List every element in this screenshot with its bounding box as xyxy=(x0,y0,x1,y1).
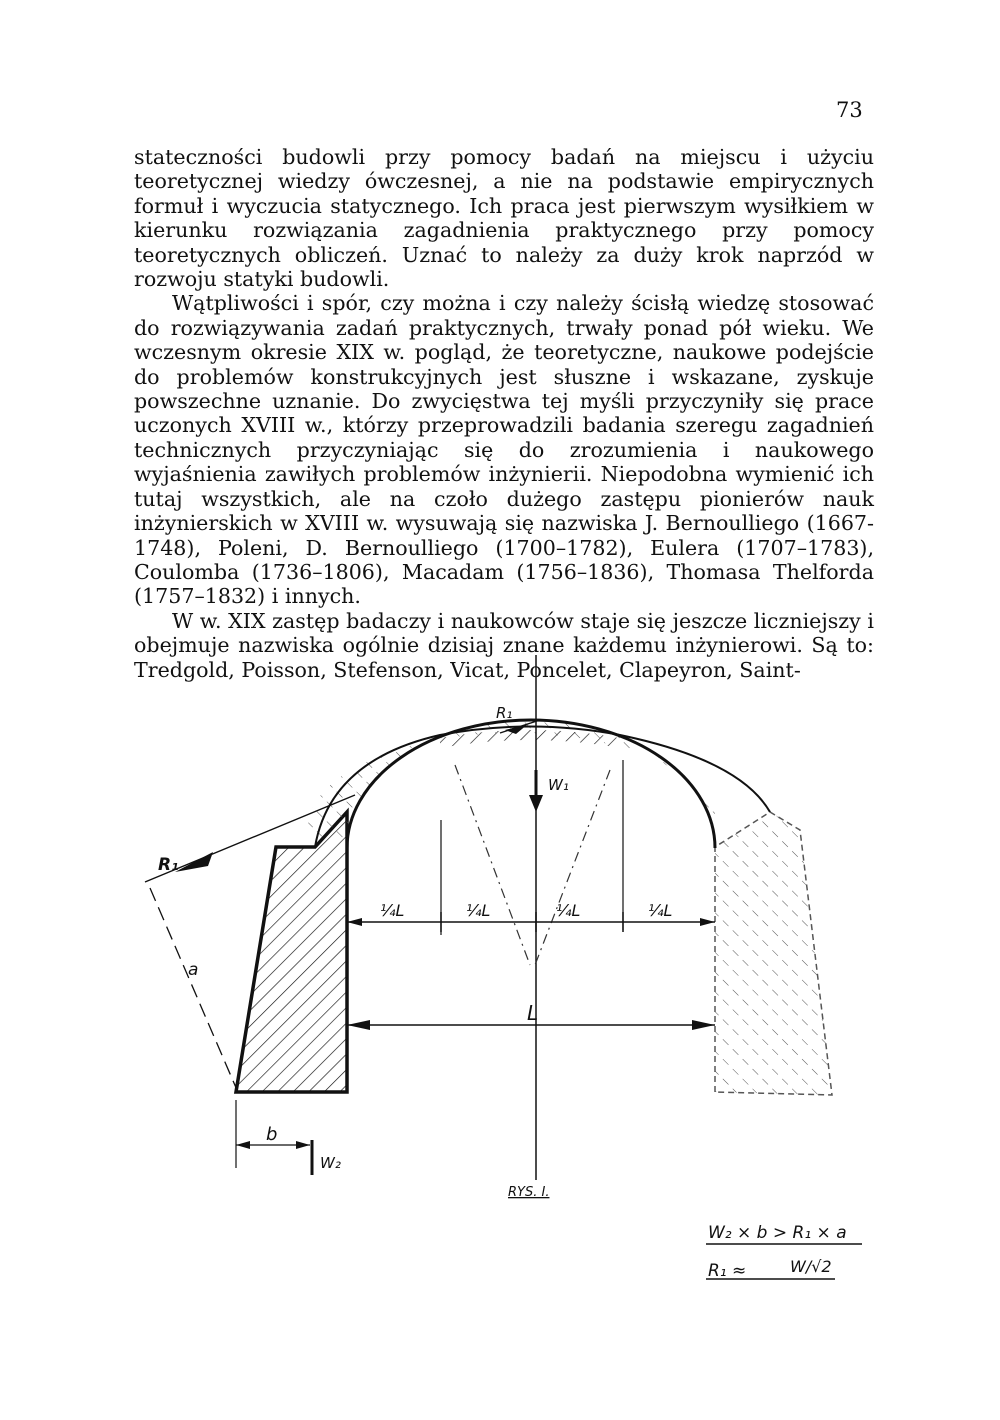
formula-line-2-right: W/√2 xyxy=(790,1257,832,1276)
label-quarter-1: ¼L xyxy=(380,901,405,920)
paragraph-2: Wątpliwości i spór, czy można i czy należy ścisłą wiedzę stosować do rozwiązywania zadań praktycznych, trwały ponad pół wieku. We wczesnym okresie XIX w. pogląd, że teoretyczne, naukowe podejście do problemów konstrukcyjnych jest słuszne i wskazane, zyskuje powszechne uznanie. Do zwycięstwa tej myśli przyczyniły się prace uczonych XVIII w., którzy przeprowadzili badania szeregu zagadnień technicznych przyczyniając się do zrozumienia i naukowego wyjaśnienia zawiłych problemów inżynierii. Niepodobna wymienić ich tutaj wszystkich, ale na czoło dużego zastępu pionierów nauk inżynierskich w XVIII w. wysuwają się nazwiska J. Bernoulliego (1667-1748), Poleni, D. Bernoulliego (1700–1782), Eulera (1707–1783), Coulomba (1736–1806), Macadam (1756–1836), Thomasa Thelforda (1757–1832) i innych. xyxy=(134,291,874,609)
label-w2: W₂ xyxy=(320,1154,341,1172)
label-lever-b: b xyxy=(266,1124,278,1145)
lever-arm-a xyxy=(150,888,237,1090)
label-span-l: L xyxy=(527,1001,539,1025)
formula-line-1: W₂ × b > R₁ × a xyxy=(708,1223,847,1243)
label-quarter-4: ¼L xyxy=(648,901,673,920)
label-quarter-3: ¼L xyxy=(556,901,581,920)
label-quarter-2: ¼L xyxy=(466,901,491,920)
formula-line-2-left: R₁ ≈ xyxy=(708,1261,747,1281)
label-w1: W₁ xyxy=(548,776,569,794)
arch-extrados xyxy=(315,727,770,848)
paragraph-1: stateczności budowli przy pomocy badań na miejscu i użyciu teoretycznej wiedzy ówczesnej, a nie na podstawie empirycznych formuł i wyczucia statycznego. Ich praca jest pierwszym wysiłkiem w kierunku rozwiązania zagadnienia praktycznego przy pomocy teoretycznych obliczeń. Uznać to należy za duży krok naprzód w rozwoju statyki budowli. xyxy=(134,145,874,292)
label-r1-left: R₁ xyxy=(158,855,179,875)
right-pier xyxy=(715,812,832,1095)
figure-caption: RYS. I. xyxy=(508,1185,550,1200)
label-r1-top: R₁ xyxy=(496,704,513,722)
paragraph-3: W w. XIX zastęp badaczy i naukowców staje się jeszcze liczniejszy i obejmuje nazwiska ogólnie dzisiaj znane każdemu inżynierowi. Są to: Tredgold, Poisson, Stefenson, Vicat, Poncelet, Clapeyron, Saint- xyxy=(134,608,874,682)
page-number: 73 xyxy=(836,98,863,122)
label-lever-a: a xyxy=(188,960,199,980)
left-pier xyxy=(236,812,347,1092)
